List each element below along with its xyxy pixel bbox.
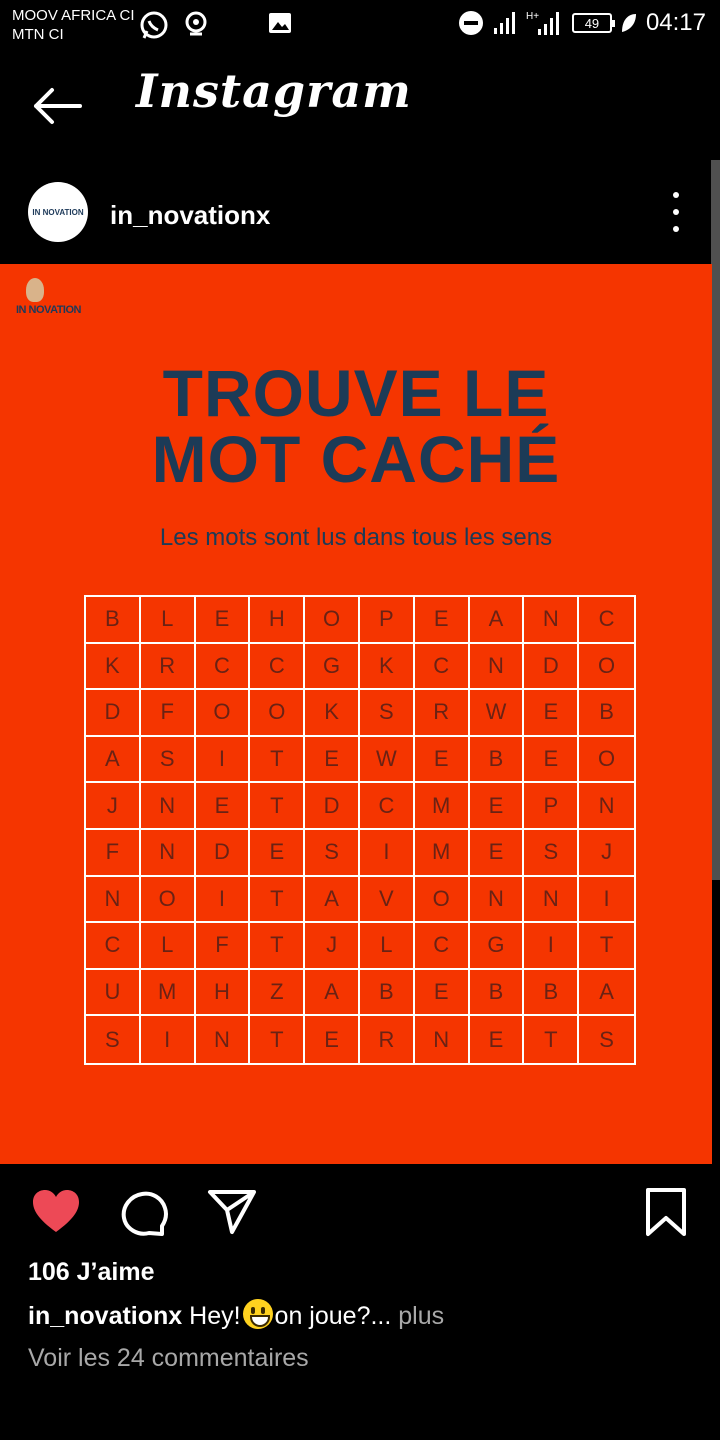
puzzle-title-line-1: TROUVE LE bbox=[162, 356, 550, 430]
grid-cell: U bbox=[86, 970, 141, 1017]
grid-cell: R bbox=[415, 690, 470, 737]
battery-level: 49 bbox=[584, 15, 600, 31]
caption-text-start: Hey! bbox=[189, 1302, 241, 1330]
grid-cell: B bbox=[360, 970, 415, 1017]
grid-cell: O bbox=[579, 737, 634, 784]
grid-cell: O bbox=[196, 690, 251, 737]
grid-cell: J bbox=[305, 923, 360, 970]
grid-cell: T bbox=[579, 923, 634, 970]
grid-cell: C bbox=[579, 597, 634, 644]
grid-cell: E bbox=[415, 737, 470, 784]
signal-2-icon bbox=[526, 9, 564, 37]
grid-cell: C bbox=[415, 923, 470, 970]
grid-cell: E bbox=[470, 830, 525, 877]
grid-cell: E bbox=[250, 830, 305, 877]
puzzle-title bbox=[0, 356, 712, 496]
grid-cell: H bbox=[250, 597, 305, 644]
grid-cell: B bbox=[524, 970, 579, 1017]
post-username[interactable]: in_novationx bbox=[110, 200, 271, 230]
grid-cell: S bbox=[141, 737, 196, 784]
status-right bbox=[458, 9, 706, 37]
view-comments-link[interactable]: Voir les 24 commentaires bbox=[28, 1344, 309, 1372]
grid-cell: I bbox=[141, 1016, 196, 1063]
grid-cell: Z bbox=[250, 970, 305, 1017]
grid-cell: G bbox=[470, 923, 525, 970]
grid-cell: D bbox=[524, 644, 579, 691]
grid-cell: N bbox=[86, 877, 141, 924]
grid-cell: L bbox=[141, 923, 196, 970]
grid-cell: T bbox=[250, 1016, 305, 1063]
grid-cell: D bbox=[86, 690, 141, 737]
grinning-emoji-icon bbox=[243, 1299, 273, 1329]
grid-cell: B bbox=[579, 690, 634, 737]
grid-cell: E bbox=[470, 1016, 525, 1063]
brand-logo bbox=[14, 278, 114, 322]
svg-text:H+: H+ bbox=[525, 11, 539, 22]
grid-cell: R bbox=[360, 1016, 415, 1063]
grid-cell: I bbox=[360, 830, 415, 877]
caption-username[interactable]: in_novationx bbox=[28, 1302, 183, 1330]
grid-cell: N bbox=[524, 877, 579, 924]
caption-text-end: on joue?... bbox=[274, 1302, 392, 1330]
grid-cell: C bbox=[86, 923, 141, 970]
brand-text: IN NOVATION bbox=[16, 304, 81, 316]
lightbulb-icon bbox=[26, 278, 44, 302]
grid-cell: P bbox=[360, 597, 415, 644]
grid-cell: E bbox=[415, 970, 470, 1017]
grid-cell: D bbox=[196, 830, 251, 877]
signal-icon bbox=[492, 10, 518, 36]
grid-cell: K bbox=[86, 644, 141, 691]
image-icon bbox=[268, 10, 292, 36]
grid-cell: S bbox=[599, 1026, 614, 1052]
grid-cell: L bbox=[141, 597, 196, 644]
grid-cell: C bbox=[196, 644, 251, 691]
battery-icon bbox=[572, 13, 612, 33]
grid-cell: O bbox=[579, 644, 634, 691]
grid-cell: I bbox=[524, 923, 579, 970]
grid-cell: T bbox=[250, 923, 305, 970]
grid-cell: C bbox=[360, 783, 415, 830]
grid-cell: N bbox=[415, 1016, 470, 1063]
post-image[interactable] bbox=[0, 264, 712, 1164]
location-icon bbox=[184, 10, 210, 40]
grid-cell: R bbox=[141, 644, 196, 691]
grid-cell: F bbox=[196, 923, 251, 970]
grid-cell: W bbox=[470, 690, 525, 737]
grid-cell: F bbox=[141, 690, 196, 737]
grid-cell: B bbox=[470, 737, 525, 784]
grid-cell: E bbox=[470, 783, 525, 830]
grid-cell: A bbox=[470, 597, 525, 644]
grid-cell: O bbox=[250, 690, 305, 737]
grid-cell: A bbox=[305, 970, 360, 1017]
grid-cell: T bbox=[250, 737, 305, 784]
grid-cell: N bbox=[196, 1016, 251, 1063]
carrier-label bbox=[12, 6, 135, 44]
grid-cell: N bbox=[141, 783, 196, 830]
carrier-line-1: MOOV AFRICA CI bbox=[12, 7, 135, 24]
grid-cell: M bbox=[141, 970, 196, 1017]
grid-cell: N bbox=[470, 644, 525, 691]
carrier-line-2: MTN CI bbox=[12, 26, 64, 43]
grid-cell: J bbox=[579, 830, 634, 877]
grid-cell: O bbox=[415, 877, 470, 924]
grid-cell: E bbox=[415, 597, 470, 644]
grid-cell: C bbox=[250, 644, 305, 691]
grid-cell: H bbox=[196, 970, 251, 1017]
grid-cell: S bbox=[86, 1016, 141, 1063]
clock: 04:17 bbox=[645, 9, 706, 36]
grid-cell: A bbox=[305, 877, 360, 924]
grid-cell: A bbox=[86, 737, 141, 784]
back-arrow-icon[interactable] bbox=[30, 86, 82, 126]
comment-icon[interactable] bbox=[118, 1186, 170, 1238]
puzzle-subtitle: Les mots sont lus dans tous les sens bbox=[159, 524, 553, 551]
status-bar bbox=[0, 0, 720, 50]
grid-cell: J bbox=[86, 783, 141, 830]
grid-cell: W bbox=[360, 737, 415, 784]
grid-cell: M bbox=[415, 783, 470, 830]
grid-cell: M bbox=[415, 830, 470, 877]
grid-cell: E bbox=[524, 690, 579, 737]
grid-cell: E bbox=[305, 737, 360, 784]
word-search-grid bbox=[84, 595, 636, 1065]
grid-cell: V bbox=[360, 877, 415, 924]
grid-cell: N bbox=[524, 597, 579, 644]
grid-cell: E bbox=[196, 597, 251, 644]
grid-cell: I bbox=[196, 737, 251, 784]
grid-cell: E bbox=[305, 1016, 360, 1063]
grid-cell: E bbox=[524, 737, 579, 784]
grid-cell: O bbox=[305, 597, 360, 644]
more-options-icon[interactable] bbox=[660, 192, 692, 232]
grid-cell: K bbox=[360, 644, 415, 691]
caption-more-link[interactable]: plus bbox=[398, 1302, 445, 1330]
grid-cell: S bbox=[524, 830, 579, 877]
grid-cell: I bbox=[196, 877, 251, 924]
avatar-text: IN NOVATION bbox=[32, 207, 84, 217]
grid-cell: D bbox=[305, 783, 360, 830]
app-header bbox=[0, 50, 720, 160]
grid-cell: B bbox=[470, 970, 525, 1017]
puzzle-title-line-2: MOT CACHÉ bbox=[151, 422, 561, 496]
dnd-icon bbox=[458, 10, 484, 36]
grid-cell: G bbox=[305, 644, 360, 691]
comments-link-container bbox=[28, 1343, 708, 1372]
grid-cell: P bbox=[524, 783, 579, 830]
grid-cell: E bbox=[196, 783, 251, 830]
grid-cell: C bbox=[415, 644, 470, 691]
avatar[interactable] bbox=[28, 182, 88, 242]
bookmark-icon[interactable] bbox=[640, 1186, 692, 1238]
grid-cell: A bbox=[579, 970, 634, 1017]
grid-cell: I bbox=[579, 877, 634, 924]
grid-cell: S bbox=[360, 690, 415, 737]
leaf-icon bbox=[620, 12, 638, 34]
grid-cell: N bbox=[141, 830, 196, 877]
grid-cell: S bbox=[305, 830, 360, 877]
grid-cell: O bbox=[141, 877, 196, 924]
share-send-icon[interactable] bbox=[206, 1186, 258, 1238]
whatsapp-icon bbox=[138, 10, 170, 42]
grid-cell: B bbox=[86, 597, 141, 644]
likes-count[interactable]: 106 J’aime bbox=[28, 1258, 155, 1286]
grid-cell: L bbox=[360, 923, 415, 970]
scrollbar[interactable] bbox=[711, 160, 720, 880]
app-title: Instagram bbox=[136, 64, 412, 118]
post-header bbox=[0, 160, 720, 264]
grid-cell: N bbox=[579, 783, 634, 830]
like-heart-icon[interactable] bbox=[30, 1186, 82, 1238]
grid-cell: T bbox=[524, 1016, 579, 1063]
caption bbox=[28, 1299, 444, 1331]
grid-cell: T bbox=[250, 877, 305, 924]
action-bar bbox=[0, 1164, 720, 1260]
grid-cell: F bbox=[86, 830, 141, 877]
grid-cell: K bbox=[305, 690, 360, 737]
grid-cell: N bbox=[470, 877, 525, 924]
grid-cell: T bbox=[250, 783, 305, 830]
